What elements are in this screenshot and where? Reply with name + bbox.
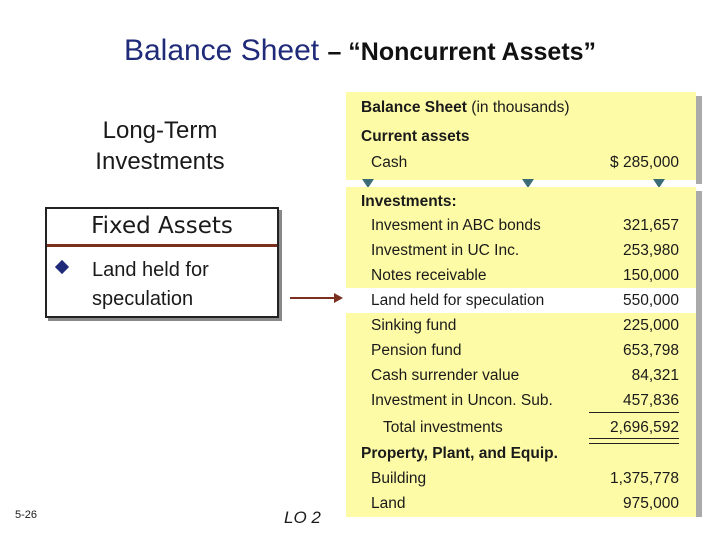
row-value: 225,000 (622, 317, 679, 334)
cash-value: $ 285,000 (610, 154, 679, 171)
title-sub: – “Noncurrent Assets” (327, 38, 597, 66)
row-value: 253,980 (622, 242, 679, 259)
row-label: Building (371, 470, 427, 487)
subtotal-underline (589, 412, 679, 413)
slide-title (0, 34, 720, 68)
page-number: 5-26 (15, 509, 38, 521)
highlighted-table-row (346, 288, 696, 313)
row-value: 150,000 (622, 267, 679, 284)
table-row (346, 263, 696, 288)
row-value: 653,798 (622, 342, 679, 359)
balance-sheet-main-panel (346, 187, 696, 517)
long-term-line2: Investments (95, 148, 225, 175)
table-row (346, 466, 696, 491)
title-main: Balance Sheet (123, 34, 320, 67)
bullet-line2: speculation (92, 288, 194, 310)
row-value: 457,836 (622, 392, 679, 409)
table-row (346, 388, 696, 413)
sheet-title-row (346, 95, 696, 120)
row-label: Notes receivable (371, 267, 487, 284)
row-value: 550,000 (622, 292, 679, 309)
bullet-line1: Land held for (92, 259, 209, 281)
table-row (346, 213, 696, 238)
bullet-text (92, 256, 209, 314)
row-value: 84,321 (631, 367, 679, 384)
balance-sheet-header-panel (346, 92, 696, 180)
table-row (346, 338, 696, 363)
fixed-assets-heading: Fixed Assets (47, 209, 277, 247)
long-term-line1: Long-Term (102, 117, 218, 144)
table-row (346, 363, 696, 388)
diamond-bullet-icon (55, 260, 69, 274)
row-label: Land (371, 495, 406, 512)
row-label: Sinking fund (371, 317, 457, 334)
sheet-unit: (in thousands) (471, 99, 570, 116)
table-row (346, 238, 696, 263)
investments-heading: Investments: (361, 193, 457, 210)
long-term-investments-label (60, 115, 260, 177)
row-label: Pension fund (371, 342, 462, 359)
row-value: 321,657 (622, 217, 679, 234)
cash-label: Cash (371, 154, 408, 171)
row-label: Investment in UC Inc. (371, 242, 520, 259)
row-label: Investment in Uncon. Sub. (371, 392, 553, 409)
total-label: Total investments (383, 419, 503, 436)
cash-row (346, 150, 696, 175)
table-row (346, 313, 696, 338)
investments-heading-row (346, 189, 696, 214)
panel-shadow (696, 96, 702, 184)
total-value: 2,696,592 (610, 419, 679, 436)
total-row (346, 415, 696, 440)
row-label: Land held for speculation (371, 292, 545, 309)
learning-objective: LO 2 (284, 508, 321, 527)
ppe-heading: Property, Plant, and Equip. (361, 445, 558, 462)
arrow-right-icon (334, 293, 343, 303)
row-label: Cash surrender value (371, 367, 520, 384)
table-row (346, 491, 696, 516)
current-assets-row (346, 124, 696, 149)
row-value: 975,000 (622, 495, 679, 512)
ppe-heading-row (346, 441, 696, 466)
panel-shadow (696, 191, 702, 517)
arrow-line (290, 297, 338, 299)
row-label: Invesment in ABC bonds (371, 217, 541, 234)
row-value: 1,375,778 (610, 470, 679, 487)
fixed-assets-box (45, 207, 279, 318)
current-assets-label: Current assets (361, 128, 470, 145)
sheet-title: Balance Sheet (361, 99, 467, 116)
